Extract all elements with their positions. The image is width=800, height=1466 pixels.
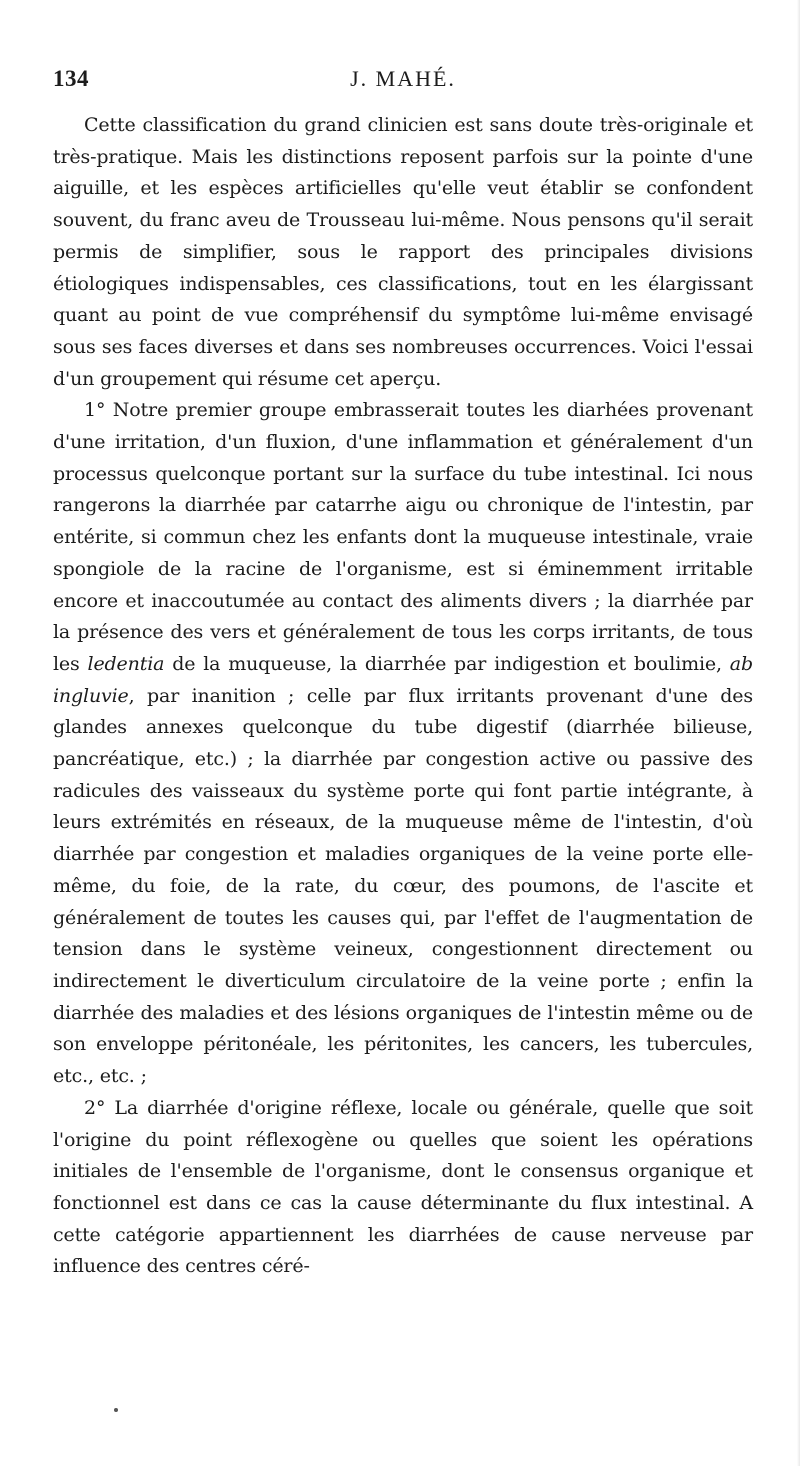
paragraph-second-group (53, 1093, 753, 1283)
running-head (53, 66, 753, 110)
print-speck (114, 1408, 118, 1412)
paragraph-text: de la muqueuse, la diarrhée par indigestion et boulimie, (164, 652, 730, 675)
running-head-author: J. MAHÉ. (350, 66, 456, 91)
paragraph-first-group (53, 395, 753, 1092)
body-text (53, 110, 753, 1283)
page-number: 134 (53, 66, 89, 91)
italic-term-ab-ingluvie: ab ingluvie (53, 652, 753, 707)
page (53, 66, 753, 1283)
paragraph-text: Cette classification du grand clinicien est sans doute très-originale et très-pratique. Mais les distinctions reposent parfois sur la pointe d'une aiguille, et les espèces artificielles qu'elle veut établir se confondent souvent, du franc aveu de Trousseau lui-même. Nous pensons qu'il serait permis de simplifier, sous le rapport des principales divisions étiologiques indispensables, ces classifications, tout en les élargissant quant au point de vue compréhensif du symptôme lui-même envisagé sous ses faces diverses et dans ses nombreuses occurrences. Voici l'essai d'un groupement qui résume cet aperçu. (53, 114, 753, 390)
paragraph-text: 2° La diarrhée d'origine réflexe, locale ou générale, quelle que soit l'origine du point réflexogène ou quelles que soient les opérations initiales de l'ensemble de l'organisme, dont le consensus organique et fonctionnel est dans ce cas la cause déterminante du flux intestinal. A cette catégorie appartiennent les diarrhées de cause nerveuse par influence des centres céré- (53, 1096, 753, 1278)
paragraph-text: , par inanition ; celle par flux irritants provenant d'une des glandes annexes quelconque du tube digestif (diarrhée bilieuse, pancréatique, etc.) ; la diarrhée par congestion active ou passive des radicules des vaisseaux du système porte qui font partie intégrante, à leurs extrémités en réseaux, de la muqueuse même de l'intestin, d'où diarrhée par congestion et maladies organiques de la veine porte elle-même, du foie, de la rate, du cœur, des poumons, de l'ascite et généralement de toutes les causes qui, par l'effet de l'augmentation de tension dans le système veineux, congestionnent directement ou indirectement le diverticulum circulatoire de la veine porte ; enfin la diarrhée des maladies et des lésions organiques de l'intestin même ou de son enveloppe péritonéale, les péritonites, les cancers, les tubercules, etc., etc. ; (53, 684, 753, 1088)
paragraph-text: 1° Notre premier groupe embrasserait toutes les diarhées provenant d'une irritation, d'un fluxion, d'une inflammation et généralement d'un processus quelconque portant sur la surface du tube intestinal. Ici nous rangerons la diarrhée par catarrhe aigu ou chronique de l'intestin, par entérite, si commun chez les enfants dont la muqueuse intestinale, vraie spongiole de la racine de l'organisme, est si éminemment irritable encore et inaccoutumée au contact des aliments divers ; la diarrhée par la présence des vers et généralement de tous les corps irritants, de tous les (53, 399, 753, 675)
paragraph-classification (53, 110, 753, 395)
italic-term-ledentia: ledentia (87, 652, 165, 675)
